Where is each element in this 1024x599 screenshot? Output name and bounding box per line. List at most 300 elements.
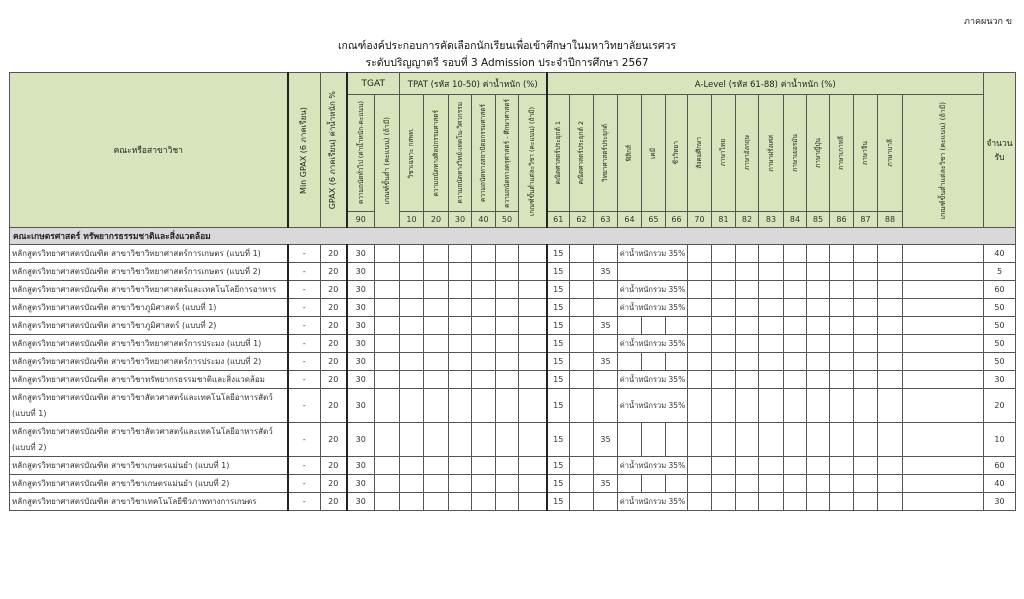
tpat-cell [400, 475, 424, 493]
tpat-cell [424, 423, 449, 457]
alevel-cell [759, 457, 784, 475]
tpat-cell [400, 335, 424, 353]
alevel-63-weight [594, 335, 618, 353]
code-tpat-20: 20 [424, 212, 449, 228]
gpax-weight: 20 [321, 475, 347, 493]
header-alevel-63: วิทยาศาสตร์ประยุกต์ [594, 95, 618, 212]
alevel-cell [712, 475, 736, 493]
code-alevel-87: 87 [854, 212, 878, 228]
tpat-cell [424, 335, 449, 353]
header-tpat-10: วิชาเฉพาะ กสพท. [400, 95, 424, 212]
gpax-weight: 20 [321, 263, 347, 281]
alevel-cell [854, 389, 878, 423]
code-tpat-40: 40 [472, 212, 496, 228]
alevel-cell [736, 389, 759, 423]
tpat-cell [449, 281, 472, 299]
alevel-cell [830, 423, 854, 457]
tpat-cell [400, 389, 424, 423]
combined-weight-label: ค่าน้ำหนักรวม 35% [618, 493, 688, 511]
quota-value: 30 [984, 493, 1016, 511]
alevel-cell [807, 317, 830, 335]
header-min-gpax: Min GPAX (6 ภาคเรียน) [288, 73, 321, 228]
min-gpax-value: - [288, 371, 321, 389]
alevel-cell [878, 281, 903, 299]
tpat-cell [400, 457, 424, 475]
program-name: หลักสูตรวิทยาศาสตรบัณฑิต สาขาวิชาวิทยาศาสตร์และเทคโนโลยีการอาหาร [10, 281, 288, 299]
tpat-min-cell [519, 457, 547, 475]
alevel-min-cell [903, 371, 984, 389]
alevel-cell [807, 353, 830, 371]
alevel-cell [830, 457, 854, 475]
header-tgat-min: เกณฑ์ขั้นต่ำ (คะแนน) (ถ้ามี) [375, 95, 400, 228]
table-row [10, 353, 1016, 371]
alevel-62-cell [570, 371, 594, 389]
tpat-cell [449, 389, 472, 423]
tpat-cell [496, 371, 519, 389]
alevel-cell [759, 389, 784, 423]
alevel-cell [688, 245, 712, 263]
gpax-weight: 20 [321, 493, 347, 511]
alevel-min-cell [903, 493, 984, 511]
code-tgat: 90 [347, 212, 375, 228]
tpat-cell [400, 353, 424, 371]
alevel-cell [712, 299, 736, 317]
alevel-cell [830, 493, 854, 511]
alevel-61-weight: 15 [547, 457, 570, 475]
alevel-cell [784, 335, 807, 353]
header-alevel: A-Level (รหัส 61-88) ค่าน้ำหนัก (%) [547, 73, 984, 95]
program-name: หลักสูตรวิทยาศาสตรบัณฑิต สาขาวิชาภูมิศาสตร์ (แบบที่ 1) [10, 299, 288, 317]
alevel-63-weight: 35 [594, 317, 618, 335]
alevel-cell [830, 263, 854, 281]
header-tpat-20: ความถนัดทางศิลปกรรมศาสตร์ [424, 95, 449, 212]
header-alevel-88: ภาษาบาลี [878, 95, 903, 212]
tpat-cell [472, 263, 496, 281]
tpat-cell [424, 475, 449, 493]
tpat-min-cell [519, 299, 547, 317]
tpat-cell [424, 281, 449, 299]
alevel-61-weight: 15 [547, 335, 570, 353]
combined-weight-label: ค่าน้ำหนักรวม 35% [618, 457, 688, 475]
header-alevel-86: ภาษาเกาหลี [830, 95, 854, 212]
header-tpat-50: ความถนัดทางครุศาสตร์ - ศึกษาศาสตร์ [496, 95, 519, 212]
alevel-cell [759, 317, 784, 335]
program-name: หลักสูตรวิทยาศาสตรบัณฑิต สาขาวิชาสัตวศาสตร์และเทคโนโลยีอาหารสัตว์ (แบบที่ 1) [10, 389, 288, 423]
header-alevel-81: ภาษาไทย [712, 95, 736, 212]
code-alevel-83: 83 [759, 212, 784, 228]
alevel-64-cell [618, 353, 642, 371]
alevel-65-cell [642, 353, 666, 371]
program-name: หลักสูตรวิทยาศาสตรบัณฑิต สาขาวิชาวิทยาศาสตร์การเกษตร (แบบที่ 1) [10, 245, 288, 263]
tpat-cell [449, 475, 472, 493]
alevel-65-cell [642, 475, 666, 493]
table-row [10, 281, 1016, 299]
tgat-weight: 30 [347, 353, 375, 371]
header-alevel-65: เคมี [642, 95, 666, 212]
code-alevel-82: 82 [736, 212, 759, 228]
header-tpat: TPAT (รหัส 10-50) ค่าน้ำหนัก (%) [400, 73, 547, 95]
tgat-min-cell [375, 245, 400, 263]
alevel-cell [712, 245, 736, 263]
alevel-62-cell [570, 475, 594, 493]
alevel-61-weight: 15 [547, 423, 570, 457]
alevel-61-weight: 15 [547, 299, 570, 317]
alevel-cell [688, 263, 712, 281]
program-name: หลักสูตรวิทยาศาสตรบัณฑิต สาขาวิชาเทคโนโลยีชีวภาพทางการเกษตร [10, 493, 288, 511]
alevel-64-cell [618, 317, 642, 335]
table-row [10, 371, 1016, 389]
alevel-min-cell [903, 317, 984, 335]
gpax-weight: 20 [321, 245, 347, 263]
tpat-cell [400, 263, 424, 281]
tpat-cell [400, 281, 424, 299]
alevel-cell [712, 335, 736, 353]
tgat-min-cell [375, 281, 400, 299]
combined-weight-label: ค่าน้ำหนักรวม 35% [618, 245, 688, 263]
combined-weight-label: ค่าน้ำหนักรวม 35% [618, 389, 688, 423]
alevel-cell [854, 317, 878, 335]
min-gpax-value: - [288, 475, 321, 493]
alevel-cell [854, 245, 878, 263]
tgat-weight: 30 [347, 299, 375, 317]
tpat-cell [472, 335, 496, 353]
code-tpat-30: 30 [449, 212, 472, 228]
quota-value: 40 [984, 245, 1016, 263]
alevel-cell [688, 389, 712, 423]
quota-value: 40 [984, 475, 1016, 493]
header-tpat-40: ความถนัดทางสถาปัตยกรรมศาสตร์ [472, 95, 496, 212]
alevel-66-cell [666, 317, 688, 335]
header-tgat: TGAT [347, 73, 400, 95]
quota-value: 5 [984, 263, 1016, 281]
code-alevel-65: 65 [642, 212, 666, 228]
tpat-cell [496, 423, 519, 457]
min-gpax-value: - [288, 245, 321, 263]
alevel-cell [878, 389, 903, 423]
alevel-61-weight: 15 [547, 475, 570, 493]
program-name: หลักสูตรวิทยาศาสตรบัณฑิต สาขาวิชาภูมิศาสตร์ (แบบที่ 2) [10, 317, 288, 335]
alevel-cell [807, 281, 830, 299]
tpat-cell [496, 245, 519, 263]
table-row [10, 263, 1016, 281]
min-gpax-value: - [288, 299, 321, 317]
alevel-cell [878, 299, 903, 317]
min-gpax-value: - [288, 457, 321, 475]
alevel-cell [712, 423, 736, 457]
alevel-cell [736, 299, 759, 317]
gpax-weight: 20 [321, 371, 347, 389]
header-tpat-min: เกณฑ์ขั้นต่ำแต่ละวิชา (คะแนน) (ถ้ามี) [519, 95, 547, 228]
alevel-cell [854, 493, 878, 511]
header-alevel-87: ภาษาจีน [854, 95, 878, 212]
tgat-weight: 30 [347, 281, 375, 299]
tpat-cell [496, 389, 519, 423]
header-alevel-min: เกณฑ์ขั้นต่ำแต่ละวิชา (คะแนน) (ถ้ามี) [903, 95, 984, 228]
tpat-cell [472, 299, 496, 317]
tpat-min-cell [519, 245, 547, 263]
min-gpax-value: - [288, 281, 321, 299]
alevel-62-cell [570, 493, 594, 511]
alevel-min-cell [903, 475, 984, 493]
alevel-61-weight: 15 [547, 281, 570, 299]
alevel-cell [830, 353, 854, 371]
alevel-min-cell [903, 245, 984, 263]
quota-value: 50 [984, 353, 1016, 371]
tgat-min-cell [375, 317, 400, 335]
tpat-cell [472, 457, 496, 475]
alevel-cell [759, 423, 784, 457]
alevel-cell [854, 335, 878, 353]
alevel-cell [807, 389, 830, 423]
appendix-label: ภาคผนวก ข [964, 17, 1012, 27]
alevel-cell [759, 493, 784, 511]
alevel-61-weight: 15 [547, 493, 570, 511]
combined-weight-label: ค่าน้ำหนักรวม 35% [618, 299, 688, 317]
tpat-cell [424, 371, 449, 389]
alevel-66-cell [666, 475, 688, 493]
table-row [10, 299, 1016, 317]
alevel-63-weight: 35 [594, 423, 618, 457]
program-name: หลักสูตรวิทยาศาสตรบัณฑิต สาขาวิชาวิทยาศาสตร์การเกษตร (แบบที่ 2) [10, 263, 288, 281]
tgat-min-cell [375, 335, 400, 353]
alevel-cell [759, 263, 784, 281]
alevel-cell [807, 423, 830, 457]
alevel-cell [736, 335, 759, 353]
alevel-cell [784, 371, 807, 389]
tgat-min-cell [375, 353, 400, 371]
tpat-cell [472, 281, 496, 299]
program-name: หลักสูตรวิทยาศาสตรบัณฑิต สาขาวิชาวิทยาศาสตร์การประมง (แบบที่ 1) [10, 335, 288, 353]
table-row [10, 457, 1016, 475]
tgat-min-cell [375, 475, 400, 493]
tpat-cell [472, 493, 496, 511]
alevel-cell [807, 457, 830, 475]
alevel-cell [688, 335, 712, 353]
alevel-cell [736, 475, 759, 493]
alevel-cell [784, 263, 807, 281]
alevel-cell [688, 317, 712, 335]
alevel-63-weight [594, 281, 618, 299]
tgat-weight: 30 [347, 493, 375, 511]
alevel-cell [688, 371, 712, 389]
tpat-cell [496, 317, 519, 335]
alevel-63-weight [594, 299, 618, 317]
tgat-weight: 30 [347, 335, 375, 353]
alevel-cell [712, 353, 736, 371]
combined-weight-label: ค่าน้ำหนักรวม 35% [618, 335, 688, 353]
gpax-weight: 20 [321, 335, 347, 353]
tpat-cell [496, 457, 519, 475]
quota-value: 50 [984, 317, 1016, 335]
min-gpax-value: - [288, 263, 321, 281]
alevel-62-cell [570, 353, 594, 371]
gpax-weight: 20 [321, 457, 347, 475]
tpat-cell [424, 245, 449, 263]
tpat-min-cell [519, 389, 547, 423]
alevel-62-cell [570, 299, 594, 317]
alevel-cell [784, 493, 807, 511]
alevel-cell [759, 353, 784, 371]
tpat-cell [496, 281, 519, 299]
gpax-weight: 20 [321, 353, 347, 371]
alevel-cell [759, 245, 784, 263]
header-alevel-61: คณิตศาสตร์ประยุกต์ 1 [547, 95, 570, 212]
alevel-cell [830, 475, 854, 493]
min-gpax-value: - [288, 493, 321, 511]
tpat-cell [400, 493, 424, 511]
alevel-61-weight: 15 [547, 263, 570, 281]
code-alevel-62: 62 [570, 212, 594, 228]
alevel-cell [712, 371, 736, 389]
alevel-65-cell [642, 317, 666, 335]
tpat-cell [449, 317, 472, 335]
code-alevel-84: 84 [784, 212, 807, 228]
tgat-weight: 30 [347, 457, 375, 475]
combined-weight-label: ค่าน้ำหนักรวม 35% [618, 281, 688, 299]
tgat-weight: 30 [347, 389, 375, 423]
tpat-min-cell [519, 335, 547, 353]
table-row [10, 493, 1016, 511]
tgat-weight: 30 [347, 475, 375, 493]
table-row [10, 389, 1016, 423]
tgat-min-cell [375, 389, 400, 423]
tpat-cell [424, 353, 449, 371]
header-alevel-62: คณิตศาสตร์ประยุกต์ 2 [570, 95, 594, 212]
tpat-cell [449, 299, 472, 317]
quota-value: 30 [984, 371, 1016, 389]
alevel-cell [759, 335, 784, 353]
gpax-weight: 20 [321, 423, 347, 457]
tgat-weight: 30 [347, 317, 375, 335]
alevel-min-cell [903, 423, 984, 457]
table-row [10, 317, 1016, 335]
alevel-cell [736, 281, 759, 299]
tpat-cell [496, 263, 519, 281]
alevel-cell [854, 457, 878, 475]
alevel-cell [759, 475, 784, 493]
header-tpat-30: ความถนัดทางวิทย์-เทคโน-วิศวกรรม [449, 95, 472, 212]
alevel-cell [712, 493, 736, 511]
alevel-63-weight [594, 457, 618, 475]
code-alevel-64: 64 [618, 212, 642, 228]
code-alevel-61: 61 [547, 212, 570, 228]
alevel-cell [878, 493, 903, 511]
alevel-cell [854, 299, 878, 317]
tpat-cell [449, 423, 472, 457]
header-alevel-64: ฟิสิกส์ [618, 95, 642, 212]
alevel-cell [688, 281, 712, 299]
alevel-cell [688, 457, 712, 475]
tpat-cell [472, 353, 496, 371]
tpat-min-cell [519, 475, 547, 493]
tpat-min-cell [519, 423, 547, 457]
tpat-cell [424, 457, 449, 475]
tgat-weight: 30 [347, 245, 375, 263]
tpat-cell [449, 371, 472, 389]
alevel-64-cell [618, 423, 642, 457]
alevel-cell [854, 423, 878, 457]
tpat-cell [449, 493, 472, 511]
alevel-61-weight: 15 [547, 317, 570, 335]
alevel-61-weight: 15 [547, 389, 570, 423]
tpat-min-cell [519, 493, 547, 511]
alevel-cell [759, 371, 784, 389]
alevel-cell [830, 245, 854, 263]
header-alevel-85: ภาษาญี่ปุ่น [807, 95, 830, 212]
alevel-cell [712, 263, 736, 281]
alevel-cell [830, 317, 854, 335]
tpat-cell [449, 245, 472, 263]
alevel-cell [712, 317, 736, 335]
table-row [10, 245, 1016, 263]
alevel-cell [784, 299, 807, 317]
tgat-min-cell [375, 423, 400, 457]
alevel-64-cell [618, 475, 642, 493]
tpat-cell [496, 493, 519, 511]
quota-value: 20 [984, 389, 1016, 423]
tpat-cell [472, 371, 496, 389]
alevel-62-cell [570, 263, 594, 281]
alevel-cell [878, 245, 903, 263]
quota-value: 50 [984, 335, 1016, 353]
tpat-cell [400, 371, 424, 389]
tgat-min-cell [375, 299, 400, 317]
alevel-63-weight: 35 [594, 475, 618, 493]
min-gpax-value: - [288, 423, 321, 457]
min-gpax-value: - [288, 335, 321, 353]
tpat-cell [472, 389, 496, 423]
alevel-cell [784, 317, 807, 335]
alevel-cell [830, 281, 854, 299]
alevel-61-weight: 15 [547, 353, 570, 371]
tpat-cell [424, 493, 449, 511]
alevel-min-cell [903, 389, 984, 423]
alevel-cell [830, 299, 854, 317]
alevel-cell [736, 423, 759, 457]
alevel-cell [807, 335, 830, 353]
table-row [10, 475, 1016, 493]
tpat-cell [449, 353, 472, 371]
admission-criteria-table [9, 72, 1016, 511]
alevel-cell [784, 245, 807, 263]
tgat-min-cell [375, 263, 400, 281]
program-name: หลักสูตรวิทยาศาสตรบัณฑิต สาขาวิชาทรัพยากรธรรมชาติและสิ่งแวดล้อม [10, 371, 288, 389]
quota-value: 10 [984, 423, 1016, 457]
tpat-cell [449, 335, 472, 353]
alevel-cell [688, 475, 712, 493]
alevel-cell [807, 263, 830, 281]
tpat-cell [496, 335, 519, 353]
alevel-cell [712, 389, 736, 423]
alevel-62-cell [570, 245, 594, 263]
tpat-cell [424, 263, 449, 281]
alevel-63-weight: 35 [594, 353, 618, 371]
tpat-min-cell [519, 371, 547, 389]
tpat-cell [424, 389, 449, 423]
alevel-63-weight [594, 389, 618, 423]
alevel-cell [854, 263, 878, 281]
alevel-cell [878, 317, 903, 335]
tpat-cell [424, 317, 449, 335]
header-tgat-general: ความถนัดทั่วไป (ค่าน้ำหนัก-คะแนน) [347, 95, 375, 212]
tpat-cell [400, 423, 424, 457]
alevel-63-weight [594, 245, 618, 263]
alevel-cell [854, 281, 878, 299]
program-name: หลักสูตรวิทยาศาสตรบัณฑิต สาขาวิชาสัตวศาสตร์และเทคโนโลยีอาหารสัตว์ (แบบที่ 2) [10, 423, 288, 457]
tpat-cell [496, 353, 519, 371]
tpat-cell [400, 245, 424, 263]
header-alevel-70: สังคมศึกษา [688, 95, 712, 212]
